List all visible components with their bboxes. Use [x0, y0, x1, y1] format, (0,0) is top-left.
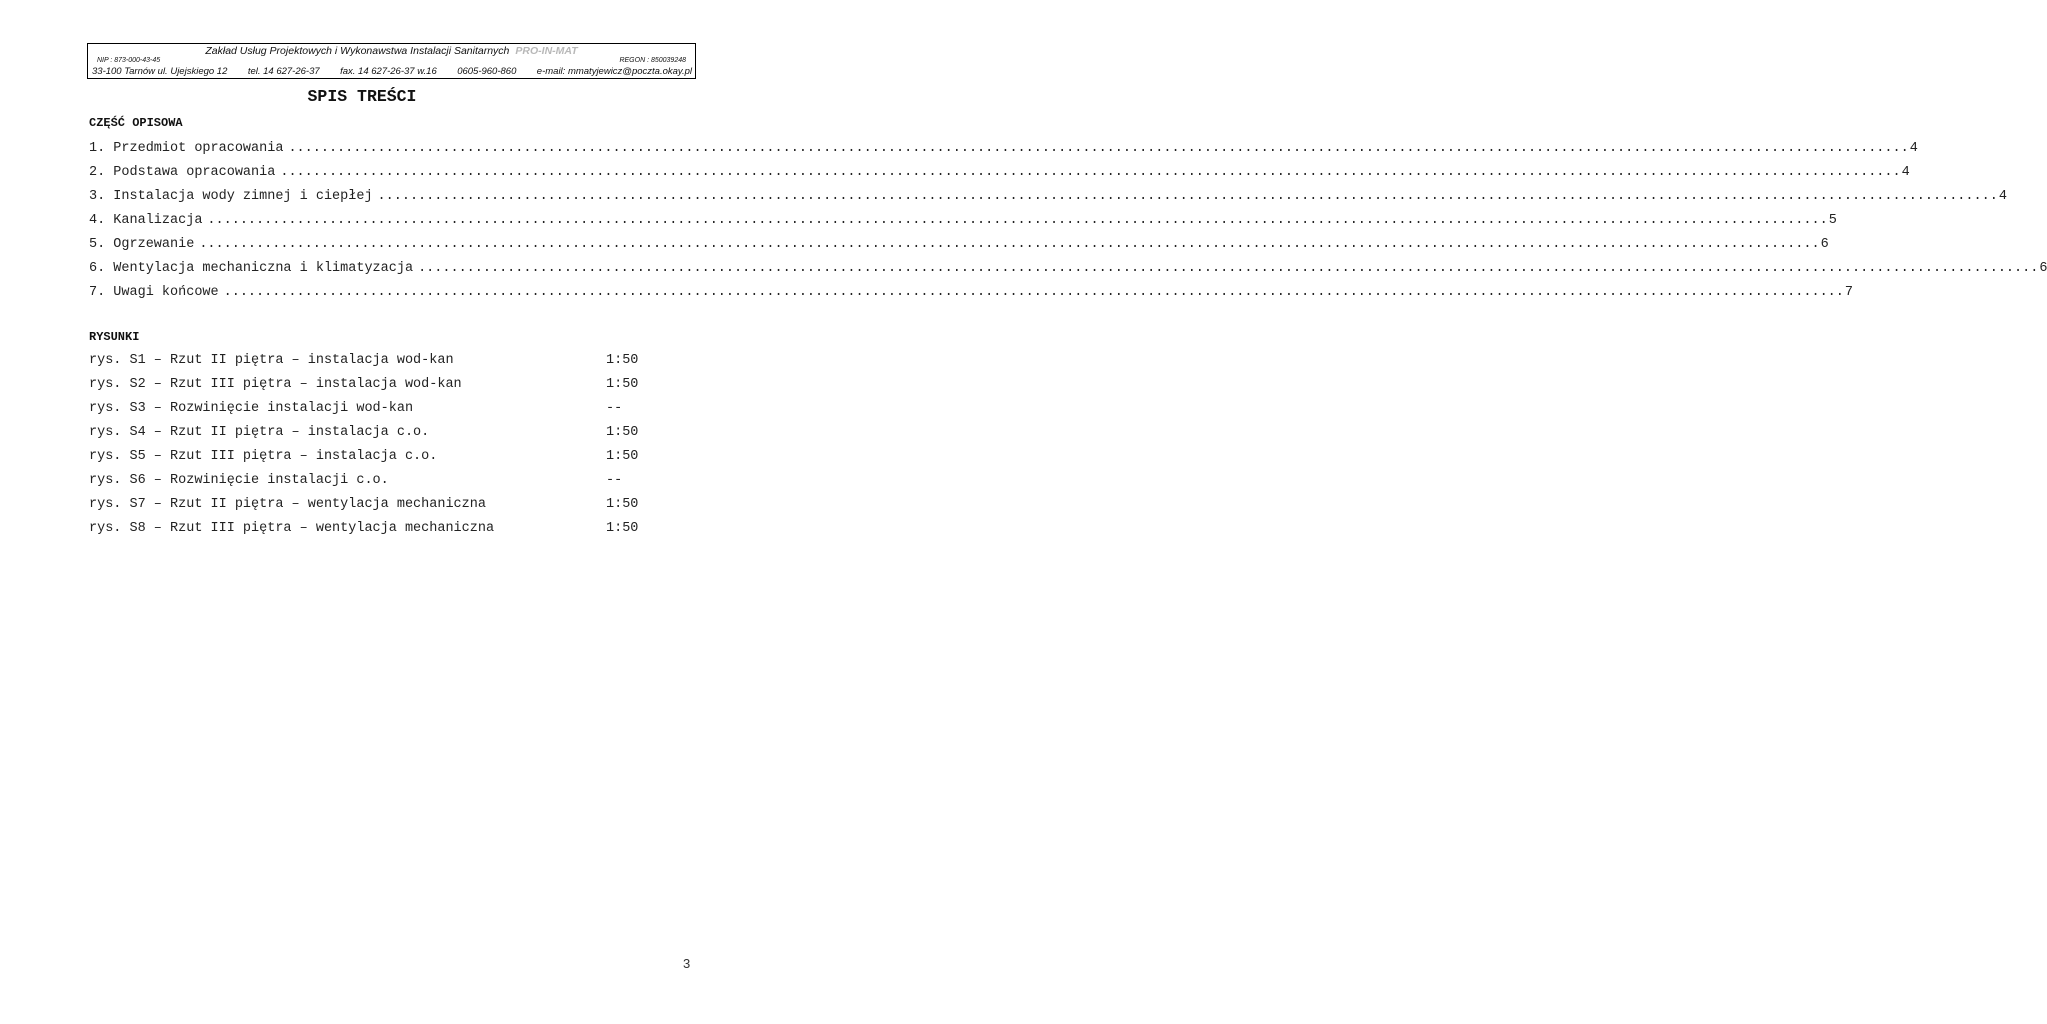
drawing-entry-scale: 1:50: [606, 377, 639, 392]
drawings-list: [89, 353, 649, 545]
drawing-entry: [89, 473, 649, 497]
section-heading-descriptive: CZĘŚĆ OPISOWA: [89, 116, 183, 130]
toc-entry-label: 7. Uwagi końcowe: [89, 285, 219, 300]
drawing-entry-label: rys. S6 – Rozwinięcie instalacji c.o.: [89, 473, 389, 488]
company-phone: tel. 14 627-26-37: [247, 66, 320, 77]
drawing-entry: [89, 521, 649, 545]
toc-entry: [89, 213, 1837, 237]
drawing-entry: [89, 449, 649, 473]
toc-entry-label: 3. Instalacja wody zimnej i ciepłej: [89, 189, 373, 204]
toc-entry: [89, 285, 1853, 309]
drawing-entry: [89, 377, 649, 401]
toc-entry-page: 6: [1820, 237, 1829, 252]
drawing-entry-label: rys. S1 – Rzut II piętra – instalacja wod-kan: [89, 353, 454, 368]
company-email: e-mail: mmatyjewicz@poczta.okay.pl: [536, 66, 692, 77]
toc-dot-leader: ........................................................................................................................................................................................................: [223, 285, 1844, 300]
toc-entry: [89, 189, 2007, 213]
toc-entry-page: 7: [1844, 285, 1853, 300]
toc-dot-leader: ........................................................................................................................................................................................................: [199, 237, 1820, 252]
table-of-contents: [89, 141, 2047, 309]
drawing-entry-label: rys. S3 – Rozwinięcie instalacji wod-kan: [89, 401, 414, 416]
toc-entry-label: 2. Podstawa opracowania: [89, 165, 276, 180]
toc-entry: [89, 141, 1918, 165]
toc-entry-page: 4: [1909, 141, 1918, 156]
toc-entry: [89, 237, 1829, 261]
drawing-entry-scale: 1:50: [606, 497, 639, 512]
drawing-entry: [89, 497, 649, 521]
toc-entry: [89, 261, 2047, 285]
drawing-entry-label: rys. S7 – Rzut II piętra – wentylacja mechaniczna: [89, 497, 486, 512]
drawing-entry-scale: 1:50: [606, 521, 639, 536]
company-regon: REGON : 850039248: [619, 57, 686, 64]
drawing-entry-scale: --: [606, 473, 623, 488]
drawing-entry-label: rys. S8 – Rzut III piętra – wentylacja mechaniczna: [89, 521, 495, 536]
toc-dot-leader: ........................................................................................................................................................................................................: [288, 141, 1909, 156]
drawing-entry: [89, 401, 649, 425]
drawing-entry-label: rys. S5 – Rzut III piętra – instalacja c.o.: [89, 449, 438, 464]
company-header: [87, 43, 696, 79]
drawing-entry-scale: 1:50: [606, 449, 639, 464]
company-brand: PRO-IN-MAT: [515, 45, 578, 57]
toc-dot-leader: ........................................................................................................................................................................................................: [280, 165, 1901, 180]
toc-entry-label: 5. Ogrzewanie: [89, 237, 195, 252]
drawing-entry-label: rys. S2 – Rzut III piętra – instalacja wod-kan: [89, 377, 462, 392]
company-title-line: [88, 45, 695, 57]
toc-entry-page: 4: [1998, 189, 2007, 204]
company-nip: NIP : 873-000-43-45: [97, 57, 161, 64]
drawing-entry: [89, 353, 649, 377]
toc-dot-leader: ........................................................................................................................................................................................................: [207, 213, 1828, 228]
drawing-entry: [89, 425, 649, 449]
page-title: SPIS TREŚCI: [307, 87, 417, 106]
toc-entry-page: 6: [2039, 261, 2047, 276]
toc-entry: [89, 165, 1910, 189]
company-fax: fax. 14 627-26-37 w.16: [340, 66, 437, 77]
company-contacts: [92, 66, 692, 77]
page-number: 3: [683, 956, 691, 971]
company-name: Zakład Usług Projektowych i Wykonawstwa Instalacji Sanitarnych: [205, 45, 510, 57]
section-heading-drawings: RYSUNKI: [89, 330, 140, 344]
toc-entry-page: 4: [1901, 165, 1910, 180]
toc-entry-label: 4. Kanalizacja: [89, 213, 203, 228]
drawing-entry-label: rys. S4 – Rzut II piętra – instalacja c.o.: [89, 425, 430, 440]
drawing-entry-scale: 1:50: [606, 353, 639, 368]
company-address: 33-100 Tarnów ul. Ujejskiego 12: [92, 66, 228, 77]
toc-dot-leader: ........................................................................................................................................................................................................: [377, 189, 1998, 204]
toc-dot-leader: ........................................................................................................................................................................................................: [418, 261, 2039, 276]
company-mobile: 0605-960-860: [457, 66, 517, 77]
drawing-entry-scale: --: [606, 401, 623, 416]
drawing-entry-scale: 1:50: [606, 425, 639, 440]
toc-entry-label: 6. Wentylacja mechaniczna i klimatyzacja: [89, 261, 414, 276]
toc-entry-page: 5: [1828, 213, 1837, 228]
toc-entry-label: 1. Przedmiot opracowania: [89, 141, 284, 156]
